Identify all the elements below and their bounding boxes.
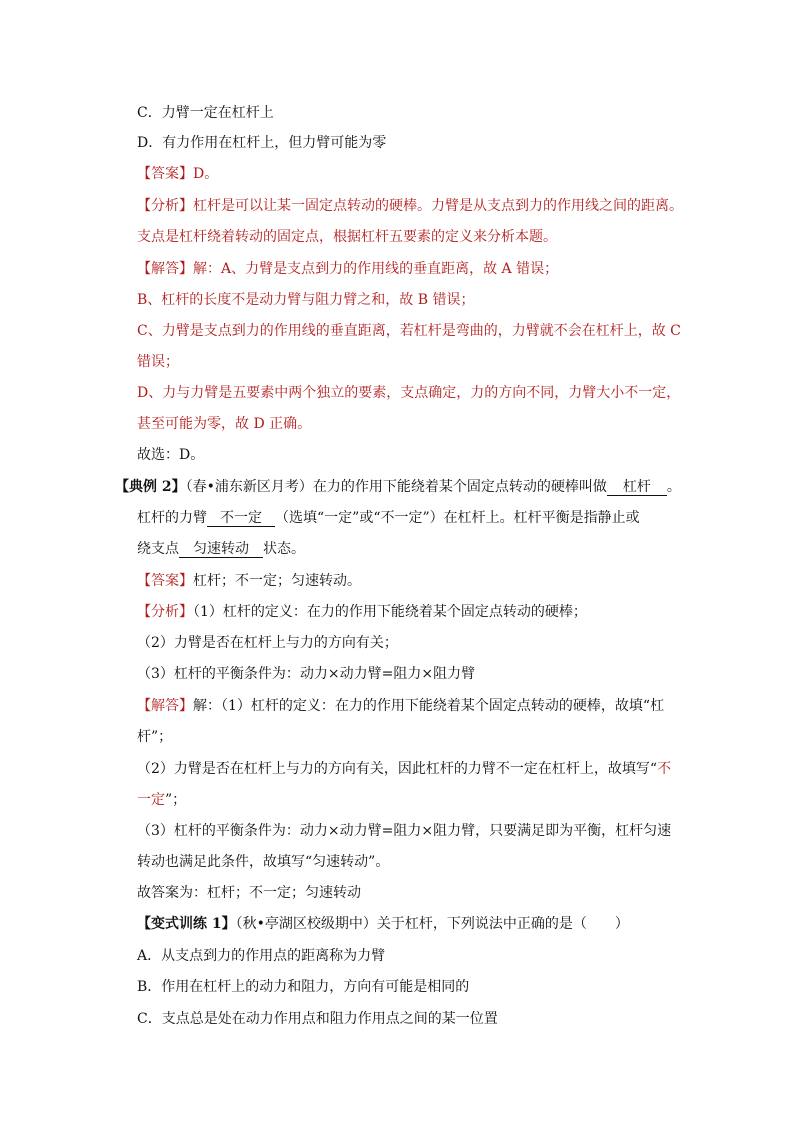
ex2-solution-tag: 【解答】 <box>137 698 193 714</box>
answer-text: D。 <box>193 166 219 182</box>
ex2-analysis-p3: （3）杠杆的平衡条件为：动力×动力臂=阻力×阻力臂 <box>137 666 476 682</box>
blank-1: 杠杆 <box>607 479 667 496</box>
analysis-text-1: 杠杆是可以让某一固定点转动的硬棒。力臂是从支点到力的作用线之间的距离。 <box>193 198 683 214</box>
ex2-analysis-tag: 【分析】 <box>137 604 193 620</box>
option-d: D．有力作用在杠杆上，但力臂可能为零 <box>137 135 387 151</box>
example2-text-2a: 杠杆的力臂 <box>137 510 207 526</box>
variant1-option-c: C．支点总是处在动力作用点和阻力作用点之间的某一位置 <box>137 1011 498 1027</box>
ex2-solution-line-1 <box>137 697 664 715</box>
solution-line-d2: 甚至可能为零，故 D 正确。 <box>137 416 312 432</box>
blank-3: 匀速转动 <box>179 541 263 558</box>
ex2-solution-s2b-red: 一定 <box>137 792 165 808</box>
analysis-line-2: 支点是杠杆绕着转动的固定点，根据杠杆五要素的定义来分析本题。 <box>137 229 557 245</box>
solution-line-c1: C、力臂是支点到力的作用线的垂直距离，若杠杆是弯曲的，力臂就不会在杠杆上，故 C <box>137 323 681 339</box>
variant1-source: （秋•亭湖区校级期中） <box>235 916 377 932</box>
variant1-question: 关于杠杆，下列说法中正确的是（ ） <box>376 916 629 932</box>
ex2-solution-s3b: 转动也满足此条件，故填写“匀速转动”。 <box>137 854 390 870</box>
solution-choice: 故选：D。 <box>137 447 205 463</box>
solution-line-d1: D、力与力臂是五要素中两个独立的要素，支点确定，力的方向不同，力臂大小不一定， <box>137 385 681 401</box>
solution-line-a <box>137 260 558 278</box>
ex2-answer-text: 杠杆；不一定；匀速转动。 <box>193 573 361 589</box>
ex2-solution-line-2 <box>137 760 671 778</box>
variant1-option-a: A．从支点到力的作用点的距离称为力臂 <box>137 948 386 964</box>
variant1-option-b: B．作用在杠杆上的动力和阻力，方向有可能是相同的 <box>137 979 470 995</box>
example2-text-3b: 状态。 <box>263 541 305 557</box>
analysis-tag: 【分析】 <box>137 198 193 214</box>
example2-text-3a: 绕支点 <box>137 541 179 557</box>
example2-line-3 <box>137 540 305 558</box>
ex2-analysis-p2: （2）力臂是否在杠杆上与力的方向有关； <box>137 635 398 651</box>
option-c: C．力臂一定在杠杆上 <box>137 105 274 121</box>
solution-text-a: 解：A、力臂是支点到力的作用线的垂直距离，故 A 错误； <box>193 261 559 277</box>
ex2-answer-tag: 【答案】 <box>137 573 193 589</box>
solution-tag: 【解答】 <box>137 261 193 277</box>
ex2-solution-s2a-red: 不 <box>657 761 672 777</box>
ex2-solution-line-2b <box>137 791 186 809</box>
example2-text-1: 在力的作用下能绕着某个固定点转动的硬棒叫做 <box>312 479 607 495</box>
variant1-line <box>137 915 629 933</box>
ex2-solution-s2b: ”； <box>165 792 187 808</box>
ex2-solution-s1b: 杆”； <box>137 729 173 745</box>
ex2-solution-s1a: 解：（1）杠杆的定义：在力的作用下能绕着某个固定点转动的硬棒，故填“杠 <box>193 698 665 714</box>
ex2-solution-s2a: （2）力臂是否在杠杆上与力的方向有关，因此杠杆的力臂不一定在杠杆上，故填写“ <box>137 761 658 777</box>
variant1-tag: 【变式训练 1】 <box>137 916 236 932</box>
ex2-answer-line <box>137 572 361 590</box>
example2-tag: 【典例 2】 <box>115 479 186 495</box>
example2-source: （春•浦东新区月考） <box>185 479 313 495</box>
blank-2: 不一定 <box>207 510 275 527</box>
example2-line-2 <box>137 509 640 527</box>
example2-end-1: 。 <box>666 479 681 495</box>
analysis-line-1 <box>137 197 683 215</box>
example2-line-1 <box>115 478 681 496</box>
answer-line <box>137 165 218 183</box>
example2-text-2b: （选填“一定”或“不一定”）在杠杆上。杠杆平衡是指静止或 <box>275 510 640 526</box>
solution-line-b: B、杠杆的长度不是动力臂与阻力臂之和，故 B 错误； <box>137 292 475 308</box>
solution-line-c2: 错误； <box>137 354 179 370</box>
ex2-solution-s3a: （3）杠杆的平衡条件为：动力×动力臂=阻力×阻力臂，只要满足即为平衡，杠杆匀速 <box>137 823 672 839</box>
ex2-analysis-p1: （1）杠杆的定义：在力的作用下能绕着某个固定点转动的硬棒； <box>193 604 587 620</box>
ex2-analysis-line-1 <box>137 603 587 621</box>
answer-tag: 【答案】 <box>137 166 193 182</box>
ex2-solution-final: 故答案为：杠杆；不一定；匀速转动 <box>137 885 361 901</box>
